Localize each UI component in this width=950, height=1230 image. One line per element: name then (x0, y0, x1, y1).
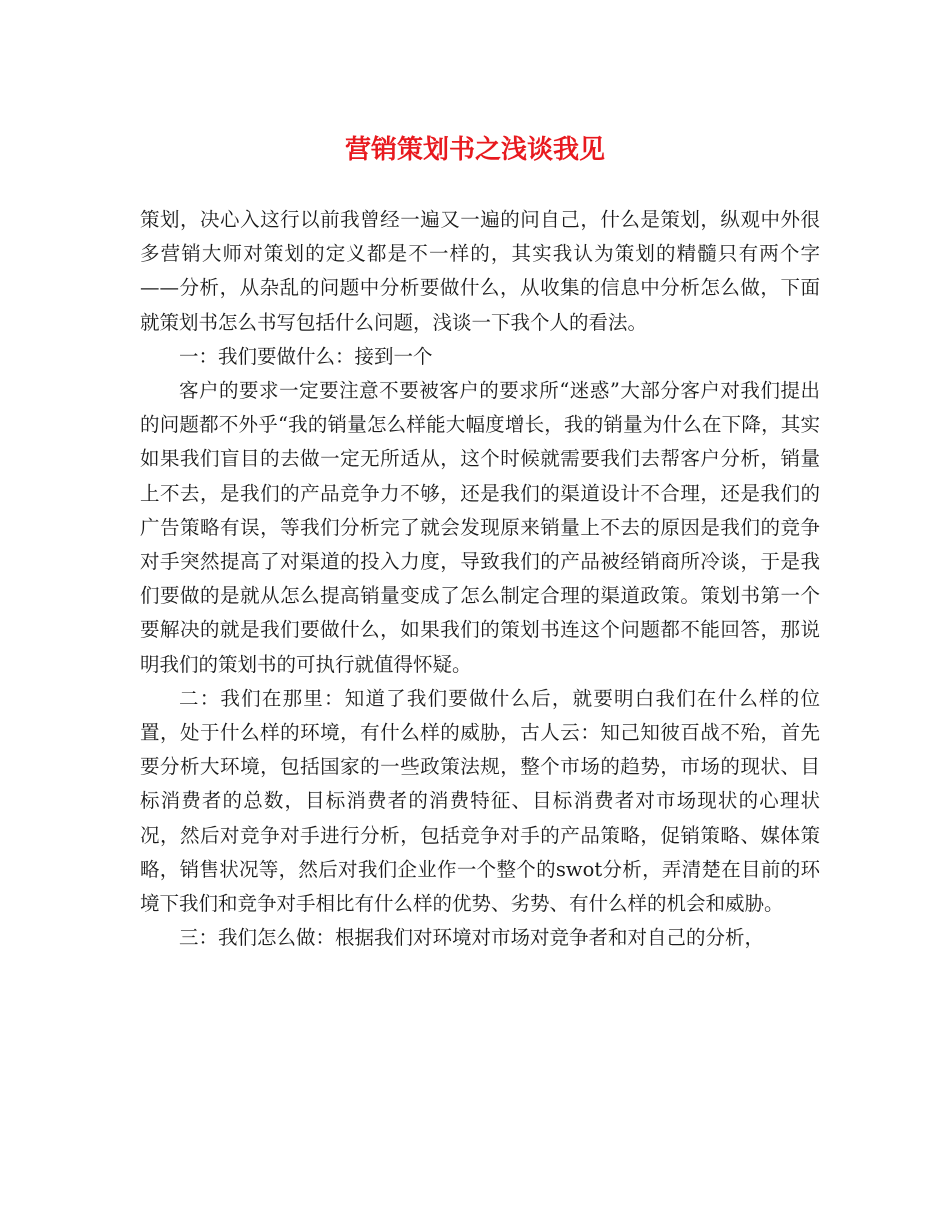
paragraph-section-2: 二：我们在那里：知道了我们要做什么后，就要明白我们在什么样的位置，处于什么样的环境，有什么样的威胁，古人云：知己知彼百战不殆，首先要分析大环境，包括国家的一些政策法规，整个市场的趋势，市场的现状、目标消费者的总数，目标消费者的消费特征、目标消费者对市场现状的心理状况，然后对竞争对手进行分析，包括竞争对手的产品策略，促销策略、媒体策略，销售状况等，然后对我们企业作一个整个的swot分析，弄清楚在目前的环境下我们和竞争对手相比有什么样的优势、劣势、有什么样的机会和威胁。 (140, 686, 820, 916)
paragraph-section-1-heading: 一：我们要做什么：接到一个 (179, 344, 433, 368)
document-title: 营销策划书之浅谈我见 (344, 135, 605, 165)
paragraph-section-1-body: 客户的要求一定要注意不要被客户的要求所“迷惑”大部分客户对我们提出的问题都不外乎“我的销量怎么样能大幅度增长，我的销量为什么在下降，其实如果我们盲目的去做一定无所适从，这个时候就需要我们去帮客户分析，销量上不去，是我们的产品竞争力不够，还是我们的渠道设计不合理，还是我们的广告策略有误，等我们分析完了就会发现原来销量上不去的原因是我们的竞争对手突然提高了对渠道的投入力度，导致我们的产品被经销商所冷谈，于是我们要做的是就从怎么提高销量变成了怎么制定合理的渠道政策。策划书第一个要解决的就是我们要做什么，如果我们的策划书连这个问题都不能回答，那说明我们的策划书的可执行就值得怀疑。 (140, 379, 820, 676)
document-body (140, 203, 820, 955)
paragraph-intro: 策划，决心入这行以前我曾经一遍又一遍的问自己，什么是策划，纵观中外很多营销大师对策划的定义都是不一样的，其实我认为策划的精髓只有两个字——分析，从杂乱的问题中分析要做什么，从收集的信息中分析怎么做，下面就策划书怎么书写包括什么问题，浅谈一下我个人的看法。 (140, 208, 820, 334)
paragraph-section-3: 三：我们怎么做：根据我们对环境对市场对竞争者和对自己的分析， (179, 926, 765, 950)
